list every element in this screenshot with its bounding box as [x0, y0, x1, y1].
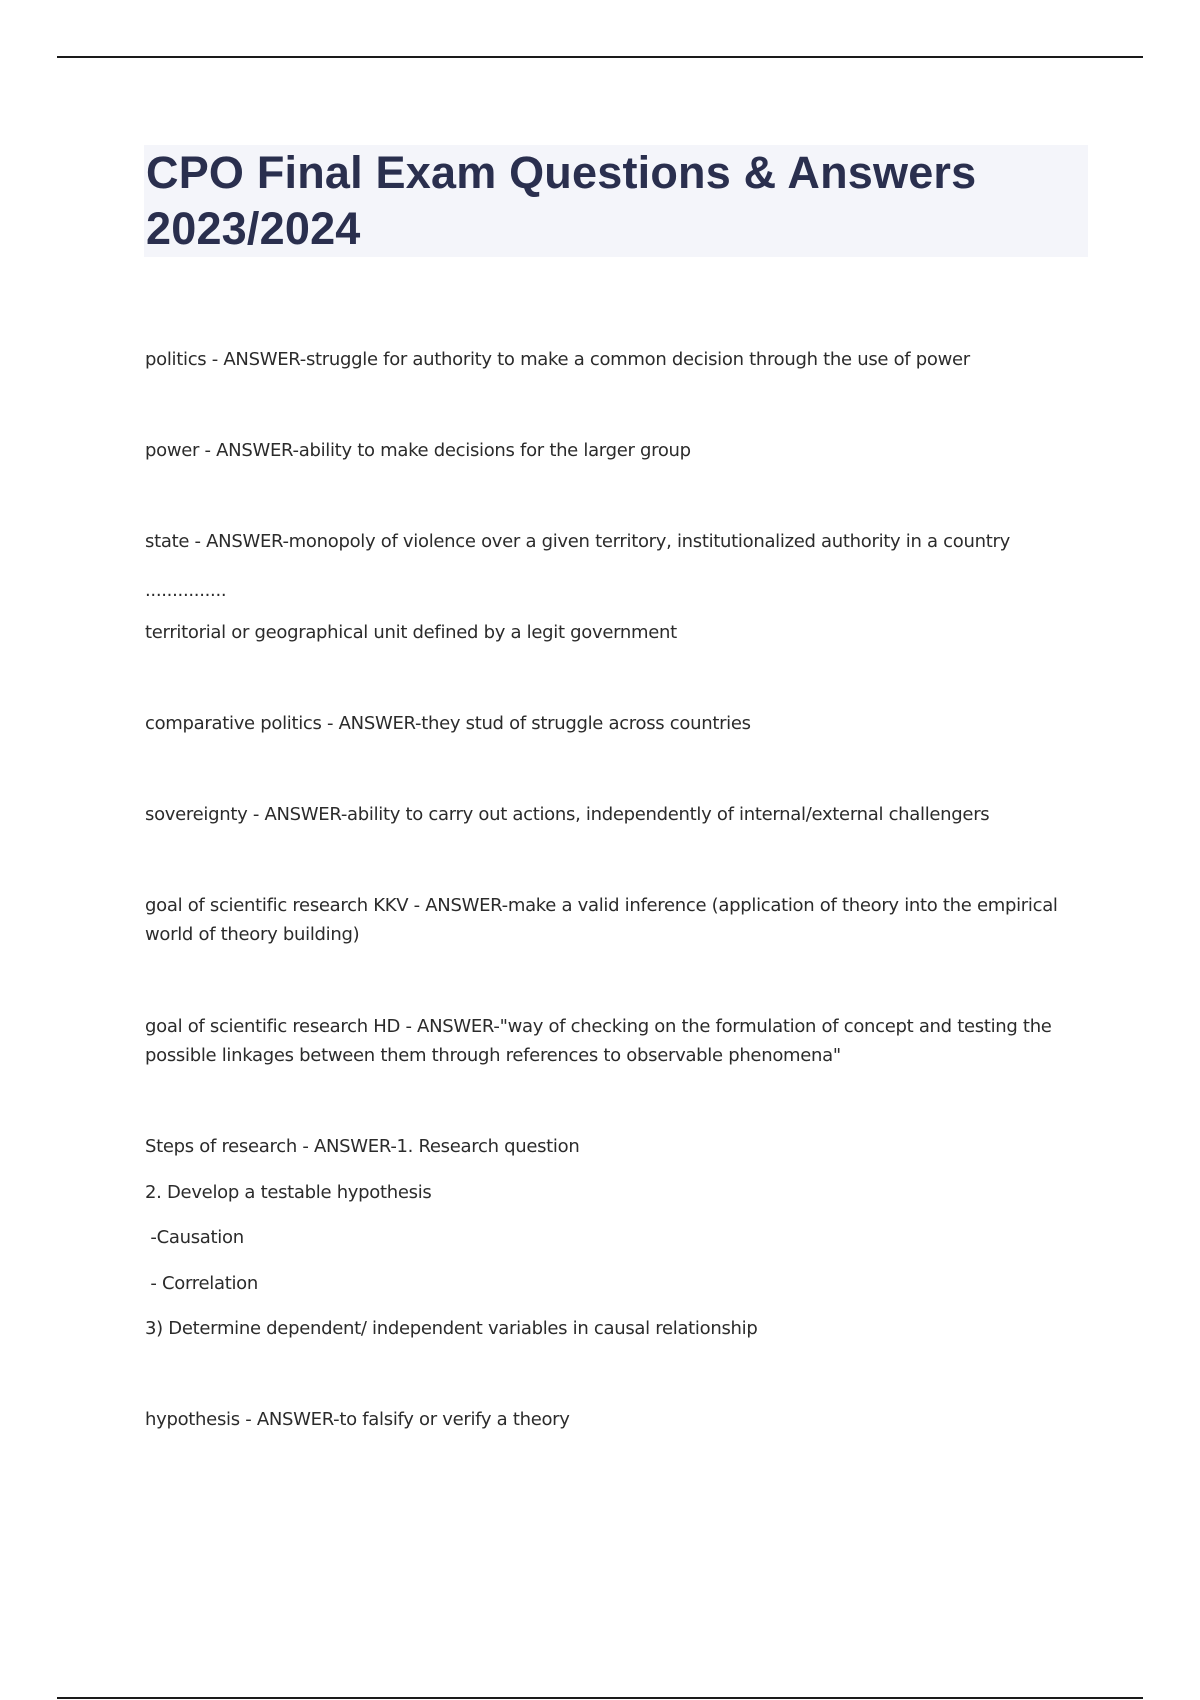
title-line-1: CPO Final Exam Questions & Answers	[146, 147, 977, 198]
header-rule	[57, 56, 1143, 58]
ellipsis-separator: ...............	[145, 580, 227, 601]
title-block	[144, 145, 1088, 257]
qa-comparative-politics: comparative politics - ANSWER-they stud of struggle across countries	[145, 713, 751, 734]
title-line-2: 2023/2024	[146, 203, 361, 254]
qa-sovereignty: sovereignty - ANSWER-ability to carry out actions, independently of internal/external challengers	[145, 804, 990, 825]
qa-politics: politics - ANSWER-struggle for authority to make a common decision through the use of power	[145, 349, 970, 370]
qa-power: power - ANSWER-ability to make decisions for the larger group	[145, 440, 691, 461]
qa-hypothesis: hypothesis - ANSWER-to falsify or verify a theory	[145, 1409, 570, 1430]
qa-territorial: territorial or geographical unit defined by a legit government	[145, 622, 677, 643]
steps-sub-causation: -Causation	[145, 1227, 244, 1248]
steps-item-3: 3) Determine dependent/ independent variables in causal relationship	[145, 1318, 758, 1339]
steps-sub-correlation: - Correlation	[145, 1273, 258, 1294]
qa-research-goal-kkv: goal of scientific research KKV - ANSWER-make a valid inference (application of theory into the empirical world of theory building)	[145, 895, 1058, 945]
qa-steps-of-research: Steps of research - ANSWER-1. Research question	[145, 1136, 580, 1157]
document-title	[146, 145, 1088, 257]
qa-research-goal-hd: goal of scientific research HD - ANSWER-"way of checking on the formulation of concept and testing the possible linkages between them through references to observable phenomena"	[145, 1016, 1052, 1066]
footer-rule	[57, 1697, 1143, 1699]
qa-state: state - ANSWER-monopoly of violence over a given territory, institutionalized authority in a country	[145, 531, 1010, 552]
steps-item-2: 2. Develop a testable hypothesis	[145, 1182, 432, 1203]
